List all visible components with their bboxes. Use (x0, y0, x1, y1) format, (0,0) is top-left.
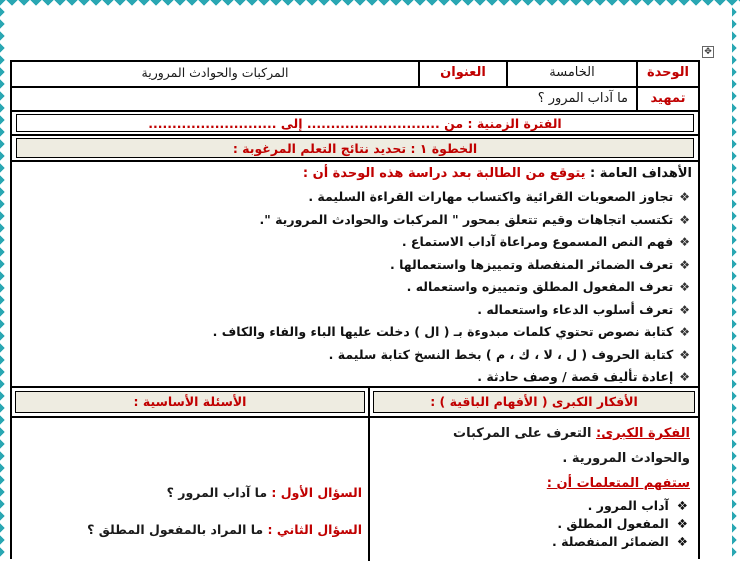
question-2 (87, 522, 362, 537)
list-item: ❖آداب المرور . (587, 498, 688, 513)
bullet-icon: ❖ (679, 235, 690, 249)
bullet-icon: ❖ (679, 347, 690, 362)
bullet-icon: ❖ (676, 498, 688, 513)
question-label: السؤال الثاني : (267, 522, 362, 537)
unit-plan-table (10, 60, 700, 559)
bullet-icon: ❖ (679, 325, 690, 339)
unit-row (12, 62, 698, 88)
unit-label: الوحدة (646, 65, 690, 80)
title-value: المركبات والحوادث المرورية (141, 65, 289, 80)
list-item: ❖إعادة تأليف قصة / وصف حادثة . (477, 369, 690, 384)
period-row (12, 112, 698, 136)
bullet-icon: ❖ (679, 302, 690, 317)
intro-row (12, 88, 698, 112)
essential-questions-title: الأسئلة الأساسية : (133, 394, 247, 409)
bullet-icon: ❖ (676, 516, 688, 531)
list-item: ❖المفعول المطلق . (557, 516, 688, 531)
bullet-icon: ❖ (679, 257, 690, 272)
bullet-icon: ❖ (679, 212, 690, 227)
big-idea-text: التعرف على المركبات (453, 426, 592, 441)
step1-row (12, 136, 698, 162)
list-item: ❖تجاوز الصعوبات القرائية واكتساب مهارات القراءة السليمة . (308, 189, 690, 204)
table-move-handle-icon[interactable]: ✥ (702, 46, 714, 58)
bullet-icon: ❖ (676, 534, 688, 549)
time-period-text: الفترة الزمنية : من ............................ إلى ........................... (148, 116, 562, 131)
essential-questions-cell (12, 418, 368, 561)
intro-value: ما آداب المرور ؟ (537, 91, 628, 106)
big-idea-label: الفكرة الكبرى: (596, 426, 690, 441)
question-text: ما المراد بالمفعول المطلق ؟ (87, 522, 264, 537)
decorative-border-right (732, 0, 740, 559)
step1-title: الخطوة ١ : تحديد نتائج التعلم المرغوبة : (232, 141, 478, 156)
list-item: ❖تكتسب اتجاهات وقيم تتعلق بمحور " المركبات والحوادث المرورية ". (259, 211, 690, 227)
list-item: ❖فهم النص المسموع ومراعاة آداب الاستماع . (401, 234, 690, 249)
big-ideas-cell (368, 418, 698, 561)
title-label: العنوان (440, 65, 486, 80)
bullet-icon: ❖ (679, 280, 690, 294)
goals-heading-text: يتوقع من الطالبة بعد دراسة هذه الوحدة أن : (302, 166, 586, 181)
big-ideas-title: الأفكار الكبرى ( الأفهام الباقية ) : (430, 394, 638, 409)
list-item: ❖تعرف الضمائر المنفصلة وتمييزها واستعمالها . (389, 256, 690, 272)
list-item: ❖تعرف أسلوب الدعاء واستعماله . (477, 301, 690, 317)
decorative-border-left (0, 0, 8, 559)
unit-value: الخامسة (549, 65, 595, 80)
understandings-list (552, 497, 688, 551)
sections-header-row (12, 388, 698, 418)
goals-list (72, 186, 690, 389)
sections-content-row (12, 418, 698, 561)
question-label: السؤال الأول : (271, 485, 362, 500)
bullet-icon: ❖ (679, 190, 690, 204)
question-1 (167, 485, 362, 500)
list-item: ❖الضمائر المنفصلة . (552, 534, 688, 549)
list-item: ❖تعرف المفعول المطلق وتمييزه واستعماله . (406, 279, 690, 294)
goals-row (12, 162, 698, 388)
list-item: ❖كتابة نصوص تحتوي كلمات مبدوءة بـ ( ال ) دخلت عليها الباء والفاء والكاف . (212, 324, 690, 339)
list-item: ❖كتابة الحروف ( ل ، لا ، ك ، م ) بخط النسخ كتابة سليمة . (328, 346, 690, 362)
learners-label: ستفهم المتعلمات أن : (546, 476, 690, 491)
big-idea-text-line2: والحوادث المرورية . (562, 451, 690, 466)
big-idea-line1 (453, 426, 690, 441)
intro-label: تمهيد (650, 91, 686, 106)
bullet-icon: ❖ (679, 370, 690, 384)
decorative-border-top (0, 0, 740, 14)
question-text: ما آداب المرور ؟ (166, 485, 268, 500)
goals-heading-label: الأهداف العامة : (585, 166, 692, 181)
goals-heading (303, 166, 692, 181)
